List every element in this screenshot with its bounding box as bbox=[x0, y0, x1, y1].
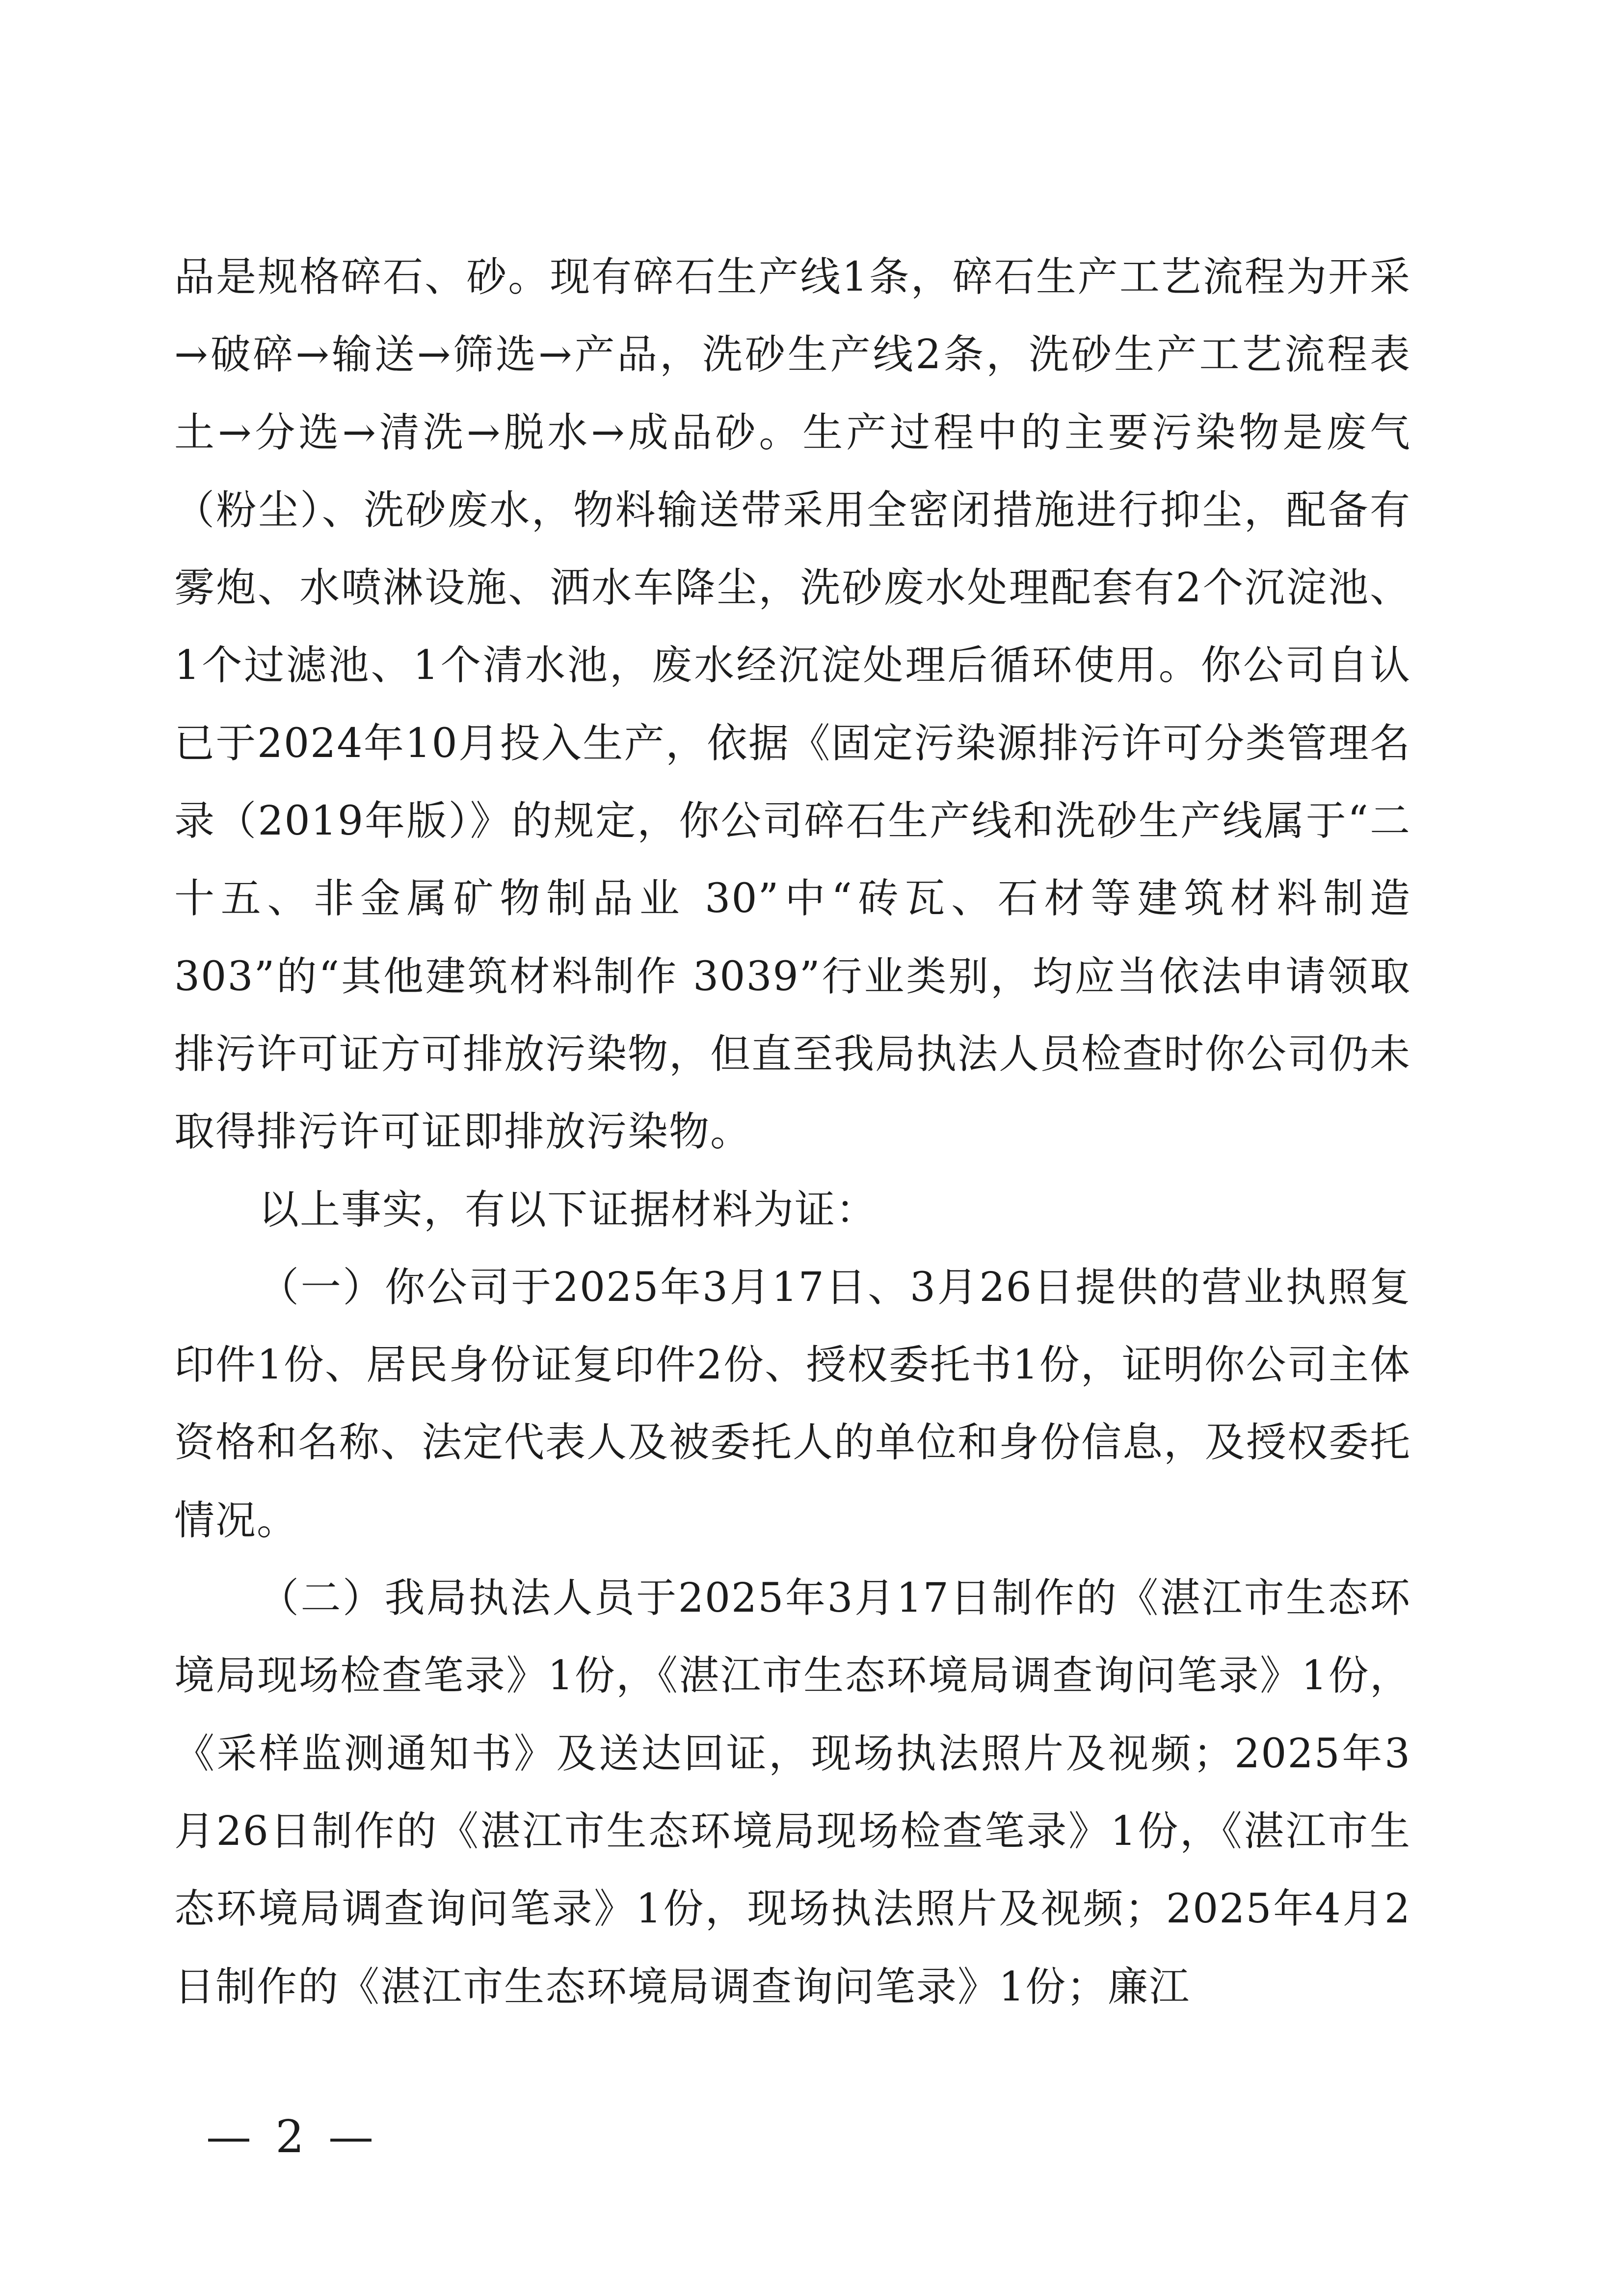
paragraph-evidence-1: （一）你公司于2025年3月17日、3月26日提供的营业执照复印件1份、居民身份证复印件2份、授权委托书1份，证明你公司主体资格和名称、法定代表人及被委托人的单位和身份信息，及授权委托情况。 bbox=[174, 1264, 1411, 1544]
paragraph-evidence-2: （二）我局执法人员于2025年3月17日制作的《湛江市生态环境局现场检查笔录》1份，《湛江市生态环境局调查询问笔录》1份，《采样监测通知书》及送达回证，现场执法照片及视频；2025年3月26日制作的《湛江市生态环境局现场检查笔录》1份，《湛江市生态环境局调查询问笔录》1份，现场执法照片及视频；2025年4月2日制作的《湛江市生态环境局调查询问笔录》1份；廉江 bbox=[174, 1575, 1411, 2010]
page-number: — 2 — bbox=[206, 2110, 379, 2163]
paragraph-facts-continued: 品是规格碎石、砂。现有碎石生产线1条，碎石生产工艺流程为开采→破碎→输送→筛选→产品，洗砂生产线2条，洗砂生产工艺流程表土→分选→清洗→脱水→成品砂。生产过程中的主要污染物是废气（粉尘）、洗砂废水，物料输送带采用全密闭措施进行抑尘，配备有雾炮、水喷淋设施、洒水车降尘，洗砂废水处理配套有2个沉淀池、1个过滤池、1个清水池，废水经沉淀处理后循环使用。你公司自认已于2024年10月投入生产，依据《固定污染源排污许可分类管理名录（2019年版）》的规定，你公司碎石生产线和洗砂生产线属于“二十五、非金属矿物制品业 30”中“砖瓦、石材等建筑材料制造 303”的“其他建筑材料制作 3039”行业类别，均应当依法申请领取排污许可证方可排放污染物，但直至我局执法人员检查时你公司仍未取得排污许可证即排放污染物。 bbox=[174, 254, 1411, 1156]
document-body bbox=[174, 239, 1411, 2026]
paragraph-evidence-intro: 以上事实，有以下证据材料为证： bbox=[259, 1186, 878, 1233]
